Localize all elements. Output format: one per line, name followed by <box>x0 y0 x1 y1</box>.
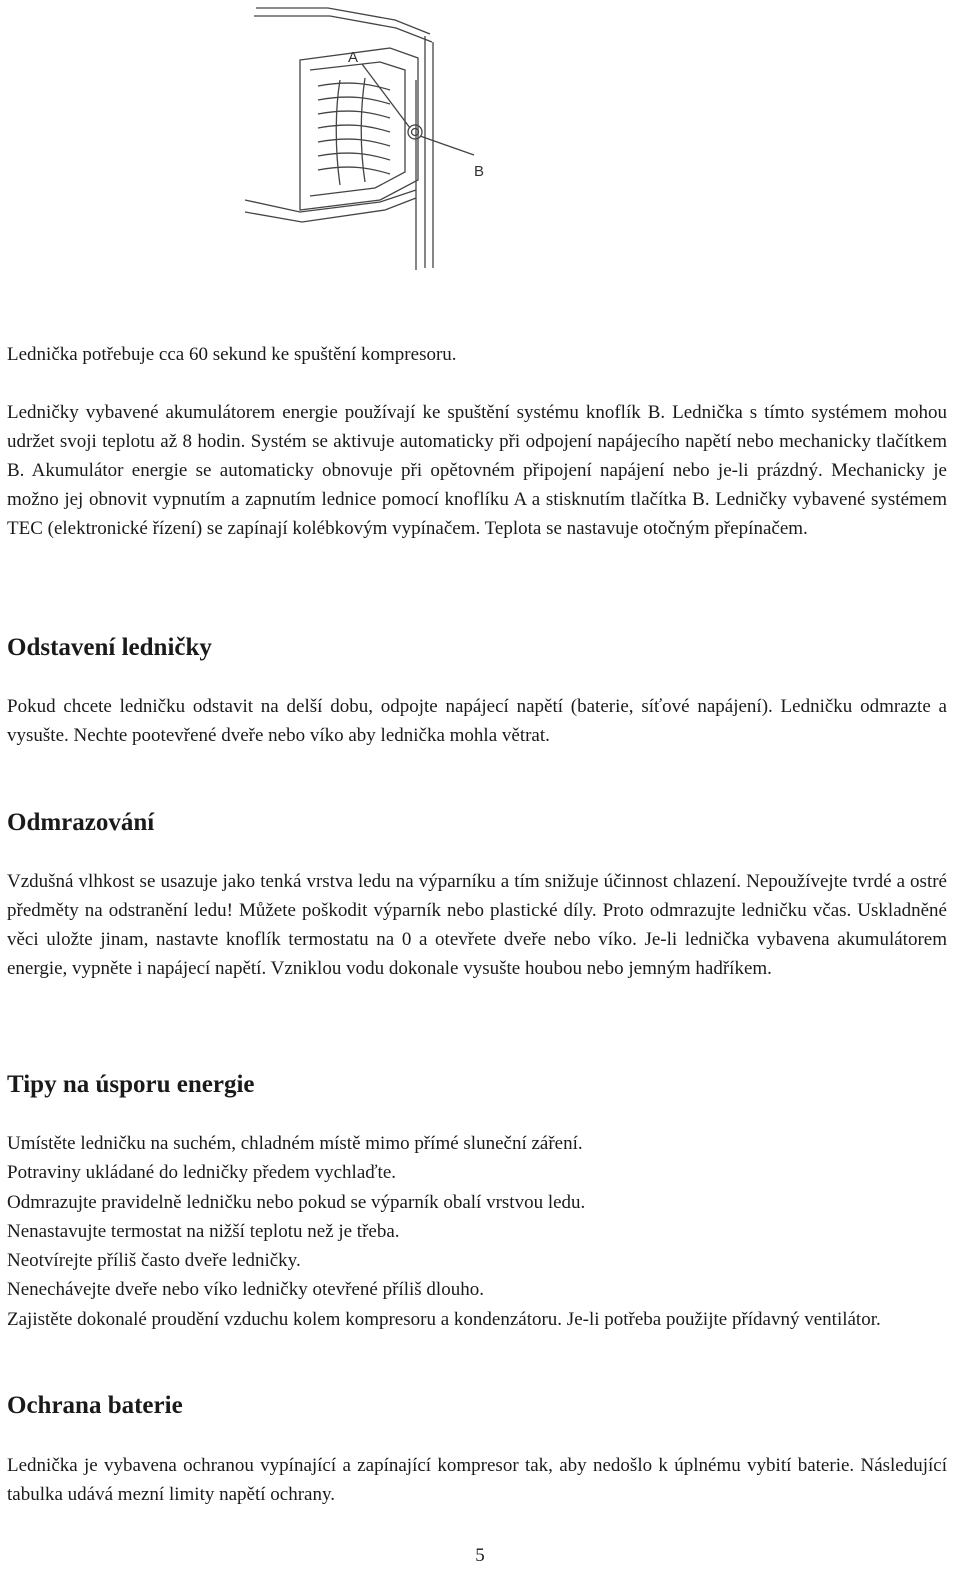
heading-defrost: Odmrazování <box>7 809 155 836</box>
list-item: Nenastavujte termostat na nižší teplotu než je třeba. <box>7 1220 400 1242</box>
list-item: Potraviny ukládané do ledničky předem vychlaďte. <box>7 1162 396 1184</box>
tips-list <box>7 1129 947 1334</box>
heading-tips: Tipy na úsporu energie <box>7 1071 255 1098</box>
page-number: 5 <box>475 1545 485 1566</box>
heading-battery: Ochrana baterie <box>7 1392 183 1419</box>
list-item: Zajistěte dokonalé proudění vzduchu kolem kompresoru a kondenzátoru. Je-li potřeba použijte přídavný ventilátor. <box>7 1308 881 1330</box>
shutdown-paragraph: Pokud chcete ledničku odstavit na delší dobu, odpojte napájecí napětí (baterie, síťové napájení). Ledničku odmrazte a vysušte. Nechte pootevřené dveře nebo víko aby lednička mohla větrat. <box>7 696 947 746</box>
fridge-control-figure <box>240 0 530 275</box>
battery-paragraph: Lednička je vybavena ochranou vypínající a zapínající kompresor tak, aby nedošlo k úplnému vybití baterie. Následující tabulka udává mezní limity napětí ochrany. <box>7 1455 947 1505</box>
intro-paragraph-1: Lednička potřebuje cca 60 sekund ke spuštění kompresoru. <box>7 344 457 365</box>
label-b: B <box>474 163 485 180</box>
intro-paragraph-2: Ledničky vybavené akumulátorem energie používají ke spuštění systému knoflík B. Lednička s tímto systémem mohou udržet svoji teplotu až 8 hodin. Systém se aktivuje automaticky při odpojení napájecího napětí nebo mechanicky tlačítkem B. Akumulátor energie se automaticky obnovuje při opětovném připojení napájení nebo je-li prázdný. Mechanicky je možno jej obnovit vypnutím a zapnutím lednice pomocí knoflíku A a stisknutím tlačítka B. Ledničky vybavené systémem TEC (elektronické řízení) se zapínají kolébkovým vypínačem. Teplota se nastavuje otočným přepínačem. <box>7 402 947 539</box>
heading-shutdown: Odstavení ledničky <box>7 634 212 661</box>
list-item: Umístěte ledničku na suchém, chladném místě mimo přímé sluneční záření. <box>7 1133 583 1154</box>
list-item: Odmrazujte pravidelně ledničku nebo pokud se výparník obalí vrstvou ledu. <box>7 1191 586 1213</box>
list-item: Neotvírejte příliš často dveře ledničky. <box>7 1250 301 1272</box>
defrost-paragraph: Vzdušná vlhkost se usazuje jako tenká vrstva ledu na výparníku a tím snižuje účinnost chlazení. Nepoužívejte tvrdé a ostré předměty na odstranění ledu! Můžete poškodit výparník nebo plastické díly. Proto odmrazujte ledničku včas. Uskladněné věci uložte jinam, nastavte knoflík termostatu na 0 a otevřete dveře nebo víko. Je-li lednička vybavena akumulátorem energie, vypněte i napájecí napětí. Vzniklou vodu dokonale vysušte houbou nebo jemným hadříkem. <box>7 871 947 979</box>
list-item: Nenechávejte dveře nebo víko ledničky otevřené příliš dlouho. <box>7 1279 484 1301</box>
label-a: A <box>348 49 359 66</box>
